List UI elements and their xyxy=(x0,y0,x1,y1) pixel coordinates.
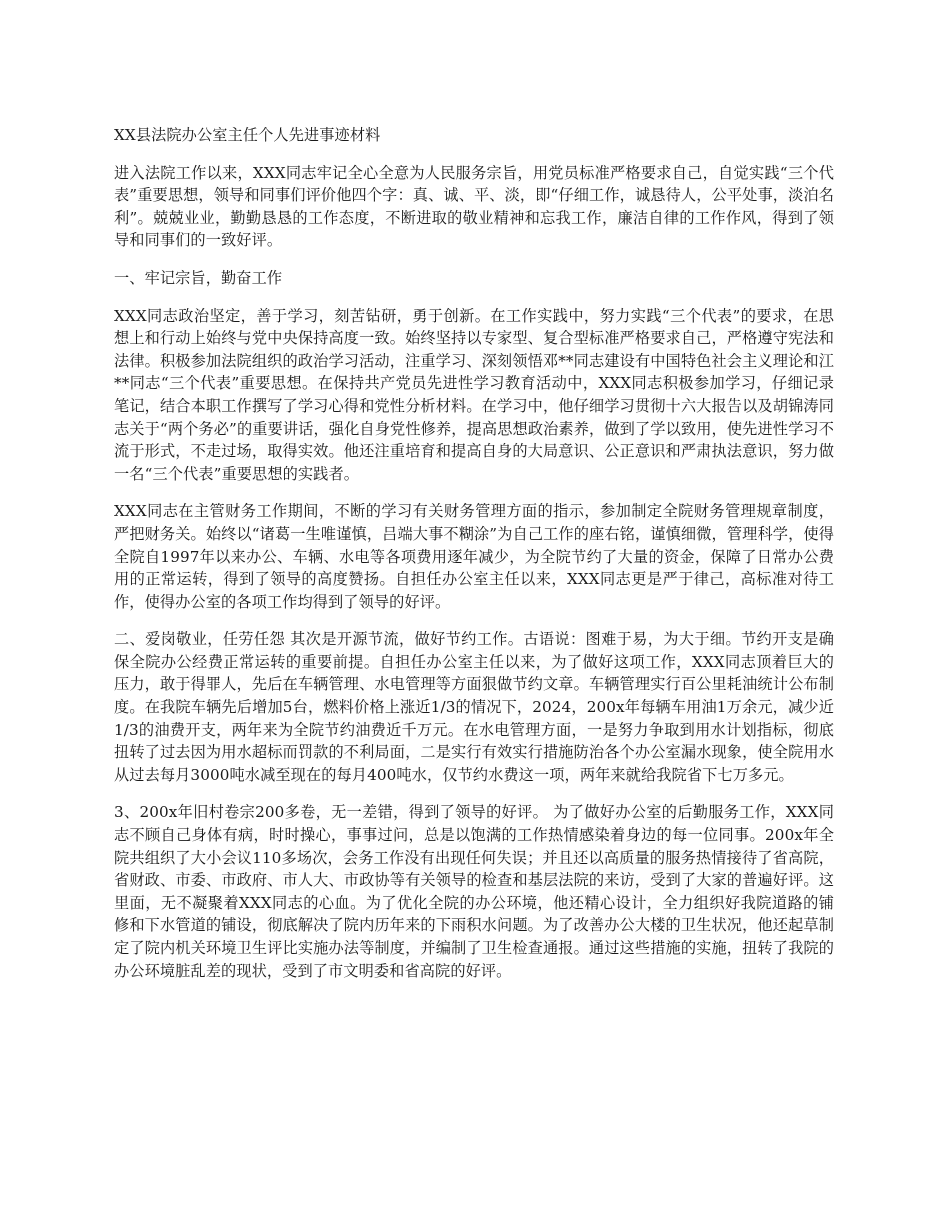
intro-paragraph: 进入法院工作以来，XXX同志牢记全心全意为人民服务宗旨，用党员标准严格要求自己，自觉实践“三个代表”重要思想，领导和同事们评价他四个字：真、诚、平、淡，即“仔细工作，诚恳待人，公平处事，淡泊名利”。兢兢业业，勤勤恳恳的工作态度，不断进取的敬业精神和忘我工作，廉洁自律的工作作风，得到了领导和同事们的一致好评。 xyxy=(114,163,834,250)
body-paragraph-1: XXX同志政治坚定，善于学习，刻苦钻研，勇于创新。在工作实践中，努力实践“三个代表”的要求，在思想上和行动上始终与党中央保持高度一致。始终坚持以专家型、复合型标准严格要求自己，严格遵守宪法和法律。积极参加法院组织的政治学习活动，注重学习、深刻领悟邓**同志建设有中国特色社会主义理论和江**同志“三个代表”重要思想。在保持共产党员先进性学习教育活动中，XXX同志积极参加学习，仔细记录笔记，结合本职工作撰写了学习心得和党性分析材料。在学习中，他仔细学习贯彻十六大报告以及胡锦涛同志关于“两个务必”的重要讲话，强化自身党性修养，提高思想政治素养，做到了学以致用，使先进性学习不流于形式，不走过场，取得实效。他还注重培育和提高自身的大局意识、公正意识和严肃执法意识，努力做一名“三个代表”重要思想的实践者。 xyxy=(114,306,834,483)
section-heading-1: 一、牢记宗旨，勤奋工作 xyxy=(114,268,283,287)
document-page xyxy=(114,124,834,997)
document-title: XX县法院办公室主任个人先进事迹材料 xyxy=(114,126,381,144)
body-paragraph-3: 二、爱岗敬业，任劳任怨 其次是开源节流，做好节约工作。古语说：图难于易，为大于细。节约开支是确保全院办公经费正常运转的重要前提。自担任办公室主任以来，为了做好这项工作，XXX同志顶着巨大的压力，敢于得罪人，先后在车辆管理、水电管理等方面狠做节约文章。车辆管理实行百公里耗油统计公布制度。在我院车辆先后增加5台，燃料价格上涨近1/3的情况下，2024，200x年每辆车用油1万余元，减少近1/3的油费开支，两年来为全院节约油费近千万元。在水电管理方面，一是努力争取到用水计划指标，彻底扭转了过去因为用水超标而罚款的不利局面，二是实行有效实行措施防治各个办公室漏水现象，使全院用水从过去每月3000吨水减至现在的每月400吨水，仅节约水费这一项，两年来就给我院省下七万多元。 xyxy=(114,630,834,784)
body-paragraph-2: XXX同志在主管财务工作期间，不断的学习有关财务管理方面的指示，参加制定全院财务管理规章制度，严把财务关。始终以“诸葛一生唯谨慎，吕端大事不糊涂”为自己工作的座右铭，谨慎细微，管理科学，使得全院自1997年以来办公、车辆、水电等各项费用逐年减少，为全院节约了大量的资金，保障了日常办公费用的正常运转，得到了领导的高度赞扬。自担任办公室主任以来，XXX同志更是严于律己，高标准对待工作，使得办公室的各项工作均得到了领导的好评。 xyxy=(114,502,834,611)
body-paragraph-4: 3、200x年旧村卷宗200多卷，无一差错，得到了领导的好评。 为了做好办公室的后勤服务工作，XXX同志不顾自己身体有病，时时操心，事事过问，总是以饱满的工作热情感染着身边的每一位同事。200x年全院共组织了大小会议110多场次，会务工作没有出现任何失误；并且还以高质量的服务热情接待了省高院，省财政、市委、市政府、市人大、市政协等有关领导的检查和基层法院的来访，受到了大家的普遍好评。这里面，无不凝聚着XXX同志的心血。为了优化全院的办公环境，他还精心设计，全力组织好我院道路的铺修和下水管道的铺设，彻底解决了院内历年来的下雨积水问题。为了改善办公大楼的卫生状况，他还起草制定了院内机关环境卫生评比实施办法等制度，并编制了卫生检查通报。通过这些措施的实施，扭转了我院的办公环境脏乱差的现状，受到了市文明委和省高院的好评。 xyxy=(114,803,834,980)
